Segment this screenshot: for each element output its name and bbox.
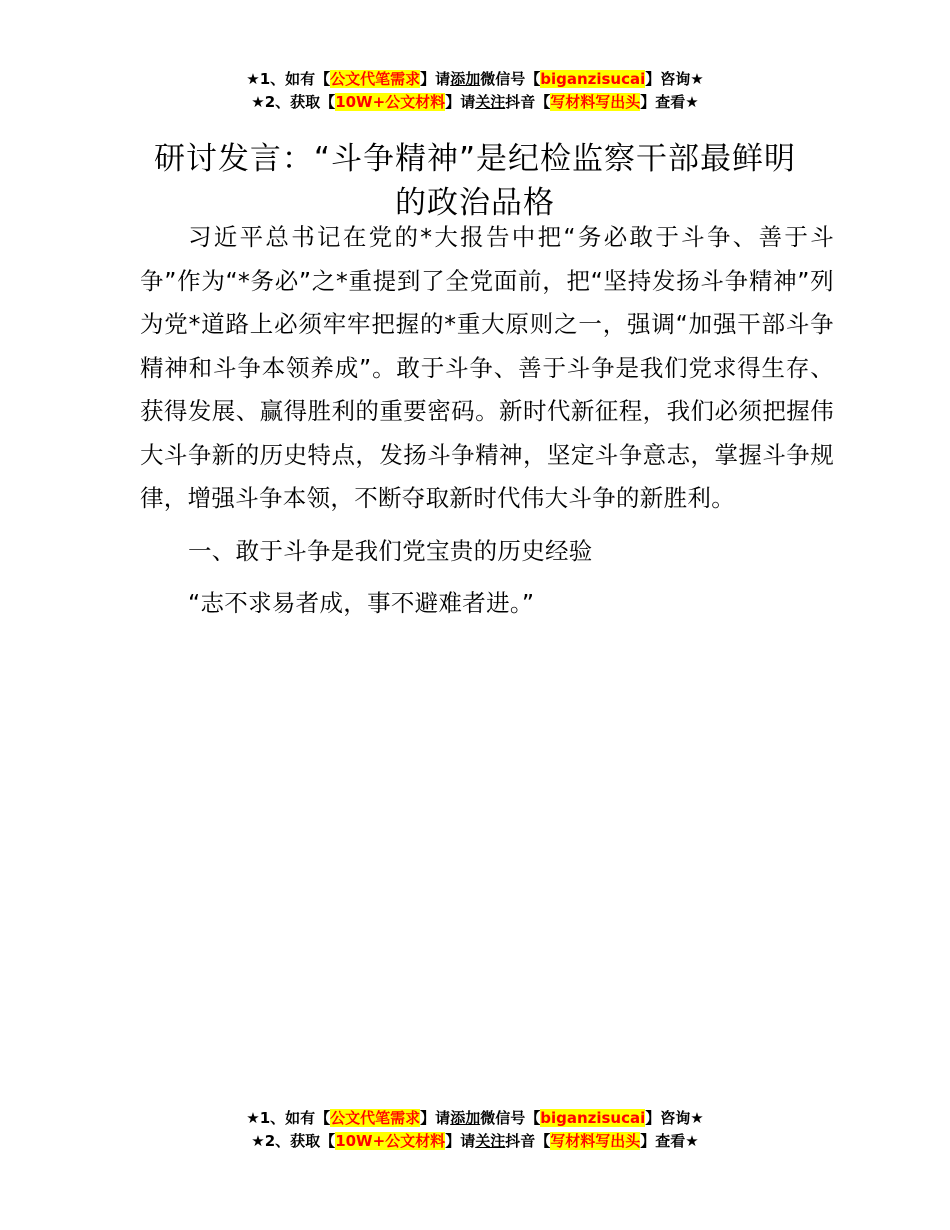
- highlight-materials: 10W+公文材料: [335, 93, 446, 111]
- section-heading-1: 一、敢于斗争是我们党宝贵的历史经验: [188, 536, 593, 565]
- paragraph-quote: “志不求易者成，事不避难者进。”: [188, 589, 535, 617]
- document-title: 研讨发言：“斗争精神”是纪检监察干部最鲜明的政治品格: [153, 140, 797, 221]
- highlight-douyin-account: 写材料写出头: [550, 93, 641, 111]
- highlight-wechat-id: biganzisucai: [540, 1109, 646, 1127]
- highlight-service: 公文代笔需求: [330, 1109, 421, 1127]
- banner-line-1: ★1、如有【公文代笔需求】请添加微信号【biganzisucai】咨询★: [246, 70, 704, 88]
- paragraph-intro: 习近平总书记在党的*大报告中把“务必敢于斗争、善于斗争”作为“*务必”之*重提到了全党面前，把“坚持发扬斗争精神”列为党*道路上必须牢牢把握的*重大原则之一，强调“加强干部斗争精神和斗争本领养成”。敢于斗争、善于斗争是我们党求得生存、获得发展、赢得胜利的重要密码。新时代新征程，我们必须把握伟大斗争新的历史特点，发扬斗争精神，坚定斗争意志，掌握斗争规律，增强斗争本领，不断夺取新时代伟大斗争的新胜利。: [140, 223, 834, 512]
- highlight-wechat-id: biganzisucai: [540, 70, 646, 88]
- banner-line-2: ★2、获取【10W+公文材料】请关注抖音【写材料写出头】查看★: [251, 1132, 699, 1150]
- footer-banner: [0, 1107, 950, 1153]
- highlight-douyin-account: 写材料写出头: [550, 1132, 641, 1150]
- highlight-service: 公文代笔需求: [330, 70, 421, 88]
- highlight-materials: 10W+公文材料: [335, 1132, 446, 1150]
- banner-line-2: ★2、获取【10W+公文材料】请关注抖音【写材料写出头】查看★: [251, 93, 699, 111]
- document-body: [140, 216, 834, 626]
- banner-line-1: ★1、如有【公文代笔需求】请添加微信号【biganzisucai】咨询★: [246, 1109, 704, 1127]
- header-banner: [0, 68, 950, 114]
